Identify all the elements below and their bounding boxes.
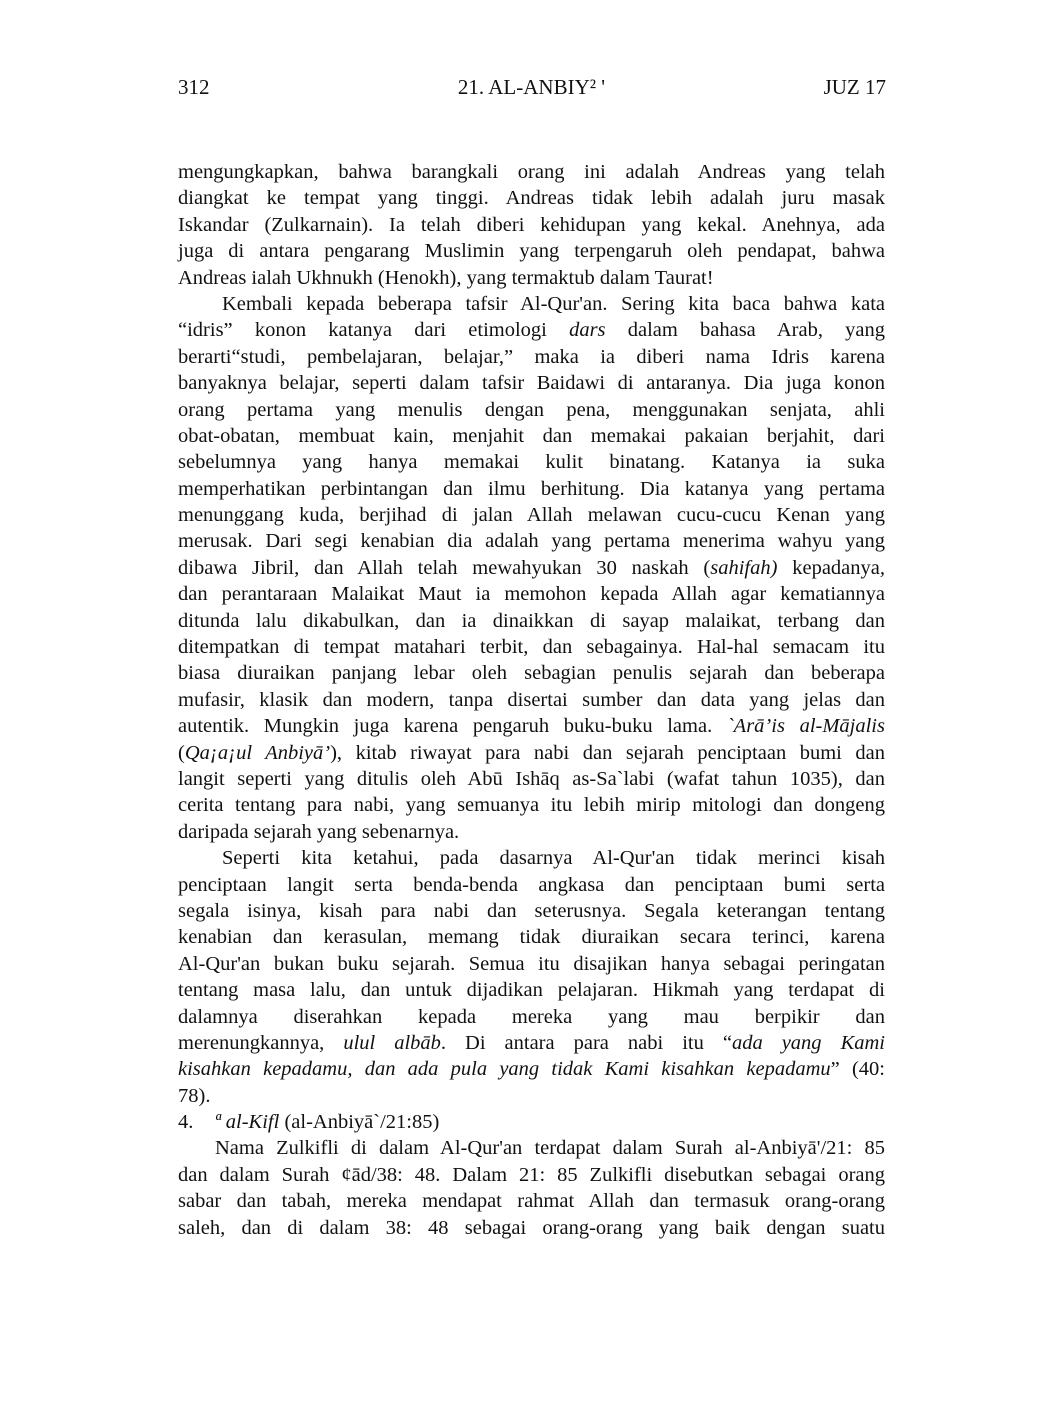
- text-segment: memperhatikan perbintangan dan ilmu berhitung. Dia katanya yang pertama: [178, 477, 885, 500]
- text-segment: segala isinya, kisah para nabi dan seterusnya. Segala keterangan tentang: [178, 899, 885, 922]
- text-line: [178, 713, 885, 739]
- text-segment: (: [178, 741, 185, 764]
- text-line: [178, 449, 885, 475]
- text-segment: Iskandar (Zulkarnain). Ia telah diberi kehidupan yang kekal. Anehnya, ada: [178, 213, 885, 236]
- text-segment: ), kitab riwayat para nabi dan sejarah penciptaan bumi dan: [330, 741, 885, 764]
- text-segment: Seperti kita ketahui, pada dasarnya Al-Qur'an tidak merinci kisah: [222, 847, 885, 870]
- text-segment: penciptaan langit serta benda-benda angkasa dan penciptaan bumi serta: [178, 873, 885, 896]
- text-segment: ditunda lalu dikabulkan, dan ia dinaikkan di sayap malaikat, terbang dan: [178, 609, 885, 632]
- text-segment: Andreas ialah Ukhnukh (Henokh), yang termaktub dalam Taurat!: [178, 266, 714, 289]
- text-line: [178, 924, 885, 950]
- text-segment: ditempatkan di tempat matahari terbit, dan sebagainya. Hal-hal semacam itu: [178, 636, 885, 659]
- text-line: [178, 898, 885, 924]
- text-segment: kenabian dan kerasulan, memang tidak diuraikan secara terinci, karena: [178, 926, 885, 949]
- text-line: [178, 1215, 885, 1241]
- text-segment: langit seperti yang ditulis oleh Abū Ishāq as-Sa`labi (wafat tahun 1035), dan: [178, 767, 885, 790]
- section-number: 4.: [178, 1111, 194, 1134]
- text-segment: daripada sejarah yang sebenarnya.: [178, 820, 460, 843]
- italic-text: dars: [569, 319, 606, 342]
- text-line: [178, 740, 885, 766]
- text-line: [178, 872, 885, 898]
- text-segment: sabar dan tabah, mereka mendapat rahmat Allah dan termasuk orang-orang: [178, 1190, 885, 1213]
- text-line: [178, 317, 885, 343]
- text-line: [178, 1030, 885, 1056]
- text-segment: merusak. Dari segi kenabian dia adalah yang pertama menerima wahyu yang: [178, 530, 885, 553]
- italic-text: Qa¡a¡ul Anbiyā’: [184, 741, 331, 764]
- text-segment: banyaknya belajar, seperti dalam tafsir Baidawi di antaranya. Dia juga konon: [178, 372, 885, 395]
- body-text: [178, 159, 885, 1241]
- text-line: [178, 1188, 885, 1214]
- text-line: [178, 555, 885, 581]
- italic-text: ada yang Kami: [731, 1031, 885, 1054]
- italic-text: ª al-Kifl: [215, 1111, 280, 1134]
- text-line: [178, 660, 885, 686]
- text-segment: tentang masa lalu, dan untuk dijadikan pelajaran. Hikmah yang terdapat di: [178, 979, 885, 1002]
- text-line: [178, 370, 885, 396]
- text-segment: biasa diuraikan panjang lebar oleh sebagian penulis sejarah dan beberapa: [178, 662, 885, 685]
- text-line: [178, 1162, 885, 1188]
- text-segment: kepadanya: [777, 556, 880, 579]
- text-segment: 78).: [178, 1084, 211, 1107]
- text-line: [178, 845, 885, 871]
- text-segment: menunggang kuda, berjihad di jalan Allah melawan cucu-cucu Kenan yang: [178, 504, 885, 527]
- text-line: [178, 344, 885, 370]
- text-segment: diangkat ke tempat yang tinggi. Andreas tidak lebih adalah juru masak: [178, 187, 885, 210]
- text-segment: dibawa Jibril, dan Allah telah mewahyukan 30 naskah (: [178, 556, 711, 579]
- text-line: [178, 687, 885, 713]
- text-line: [178, 291, 885, 317]
- text-line: [178, 502, 885, 528]
- text-segment: sebelumnya yang hanya memakai kulit binatang. Katanya ia suka: [178, 451, 885, 474]
- text-segment: dan dalam Surah ¢ād/38: 48. Dalam 21: 85 Zulkifli disebutkan sebagai orang: [178, 1163, 885, 1186]
- italic-text: ,: [879, 556, 885, 579]
- text-segment: autentik. Mungkin juga karena pengaruh buku-buku lama.: [178, 715, 727, 738]
- text-line: [178, 792, 885, 818]
- text-segment: dan perantaraan Malaikat Maut ia memohon kepada Allah agar kematiannya: [178, 583, 885, 606]
- text-line: [178, 1135, 885, 1161]
- text-line: [178, 159, 885, 185]
- text-segment: (al-Anbiyā`/21:85): [279, 1111, 440, 1134]
- text-segment: saleh, dan di dalam 38: 48 sebagai orang-orang yang baik dengan suatu: [178, 1216, 885, 1239]
- text-segment: ” (40:: [830, 1058, 885, 1081]
- text-segment: Nama Zulkifli di dalam Al-Qur'an terdapat dalam Surah al-Anbiyā'/21: 85: [215, 1137, 885, 1160]
- text-segment: cerita tentang para nabi, yang semuanya itu lebih mirip mitologi dan dongeng: [178, 794, 885, 817]
- text-line: [178, 476, 885, 502]
- text-segment: mufasir, klasik dan modern, tanpa disertai sumber dan data yang jelas dan: [178, 688, 885, 711]
- text-line: [178, 397, 885, 423]
- text-segment: mengungkapkan, bahwa barangkali orang ini adalah Andreas yang telah: [178, 161, 885, 183]
- italic-text: ulul albāb: [343, 1031, 441, 1054]
- text-line: [178, 608, 885, 634]
- section-heading: [178, 1109, 885, 1135]
- text-segment: “idris” konon katanya dari etimologi: [178, 319, 570, 342]
- text-segment: dalamnya diserahkan kepada mereka yang mau berpikir dan: [178, 1005, 885, 1028]
- text-line: [178, 423, 885, 449]
- text-line: [178, 1056, 885, 1082]
- text-line: [178, 185, 885, 211]
- text-segment: juga di antara pengarang Muslimin yang terpengaruh oleh pendapat, bahwa: [178, 240, 885, 263]
- text-line: [178, 634, 885, 660]
- italic-text: kisahkan kepadamu, dan ada pula yang tidak Kami kisahkan kepadamu: [178, 1058, 831, 1081]
- text-line: [178, 265, 885, 291]
- text-segment: berarti“studi, pembelajaran, belajar,” maka ia diberi nama Idris karena: [178, 345, 885, 368]
- text-segment: orang pertama yang menulis dengan pena, menggunakan senjata, ahli: [178, 398, 885, 421]
- page-number: 312: [178, 75, 210, 99]
- text-segment: Kembali kepada beberapa tafsir Al-Qur'an. Sering kita baca bahwa kata: [222, 292, 885, 315]
- text-line: [178, 1083, 885, 1109]
- text-segment: . Di antara para nabi itu “: [440, 1031, 732, 1054]
- text-line: [178, 1004, 885, 1030]
- text-segment: merenungkannya,: [178, 1031, 344, 1054]
- running-title: 21. AL-ANBIY² ': [457, 75, 606, 99]
- text-line: [178, 766, 885, 792]
- italic-text: `Arā’is al-Mājalis: [726, 715, 885, 738]
- text-line: [178, 528, 885, 554]
- text-line: [178, 238, 885, 264]
- text-line: [178, 977, 885, 1003]
- text-line: [178, 819, 885, 845]
- text-segment: obat-obatan, membuat kain, menjahit dan memakai pakaian berjahit, dari: [178, 424, 885, 447]
- italic-text: sahifah): [710, 556, 778, 579]
- text-segment: dalam bahasa Arab, yang: [605, 319, 885, 342]
- text-segment: Al-Qur'an bukan buku sejarah. Semua itu disajikan hanya sebagai peringatan: [178, 952, 885, 975]
- juz-label: JUZ 17: [823, 75, 886, 99]
- text-line: [178, 581, 885, 607]
- text-line: [178, 951, 885, 977]
- text-line: [178, 212, 885, 238]
